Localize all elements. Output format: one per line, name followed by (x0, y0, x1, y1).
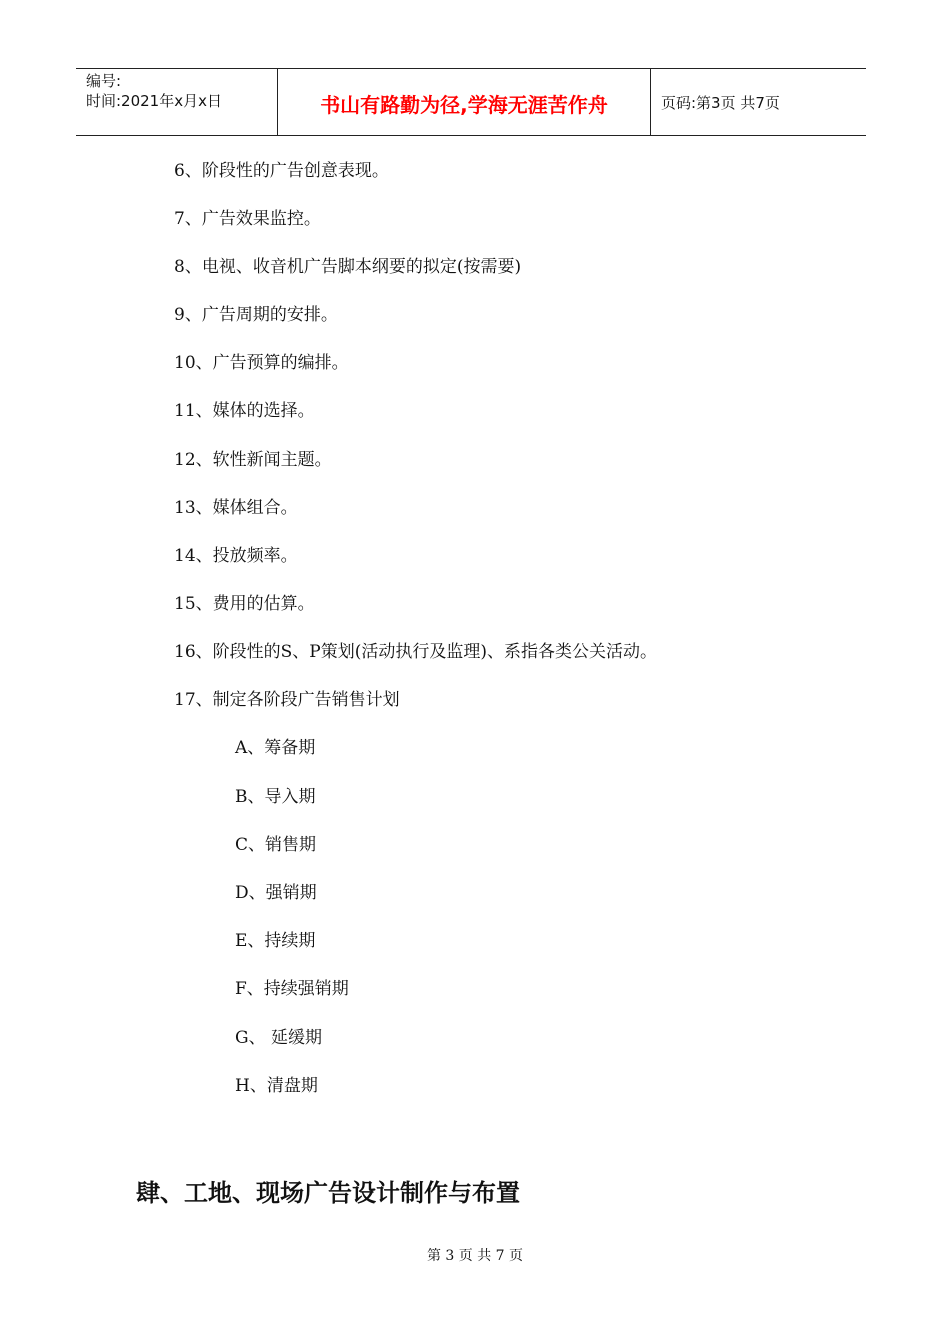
list-item: 17、制定各阶段广告销售计划 (174, 690, 400, 710)
document-number-label: 编号: (86, 72, 122, 90)
header-motto: 书山有路勤为径,学海无涯苦作舟 (320, 92, 608, 117)
list-item: 7、广告效果监控。 (174, 209, 321, 229)
list-item: 10、广告预算的编排。 (174, 353, 349, 373)
list-item: 6、阶段性的广告创意表现。 (174, 161, 389, 181)
sub-list-item: E、持续期 (235, 931, 316, 951)
sub-list-item: A、筹备期 (235, 738, 316, 758)
page-header (76, 68, 866, 136)
header-page-cell (651, 69, 866, 135)
list-item: 14、投放频率。 (174, 546, 298, 566)
list-item: 8、电视、收音机广告脚本纲要的拟定(按需要) (174, 257, 522, 277)
sub-list-item: F、持续强销期 (235, 979, 349, 999)
list-item: 12、软性新闻主题。 (174, 450, 332, 470)
section-heading: 肆、工地、现场广告设计制作与布置 (136, 1179, 520, 1207)
sub-list-item: D、强销期 (235, 883, 317, 903)
sub-list-item: B、导入期 (235, 787, 316, 807)
list-item: 13、媒体组合。 (174, 498, 298, 518)
sub-list-item: H、清盘期 (235, 1076, 318, 1096)
list-item: 16、阶段性的S、P策划(活动执行及监理)、系指各类公关活动。 (174, 642, 657, 662)
header-info-cell (76, 69, 278, 135)
sub-list-item: G、 延缓期 (235, 1028, 322, 1048)
list-item: 11、媒体的选择。 (174, 401, 315, 421)
list-item: 9、广告周期的安排。 (174, 305, 338, 325)
list-item: 15、费用的估算。 (174, 594, 315, 614)
header-motto-cell (278, 69, 651, 135)
sub-list-item: C、销售期 (235, 835, 317, 855)
page-footer: 第 3 页 共 7 页 (426, 1248, 524, 1264)
header-page-number: 页码:第3页 共7页 (661, 93, 780, 112)
document-date-label: 时间:2021年x月x日 (86, 92, 222, 110)
